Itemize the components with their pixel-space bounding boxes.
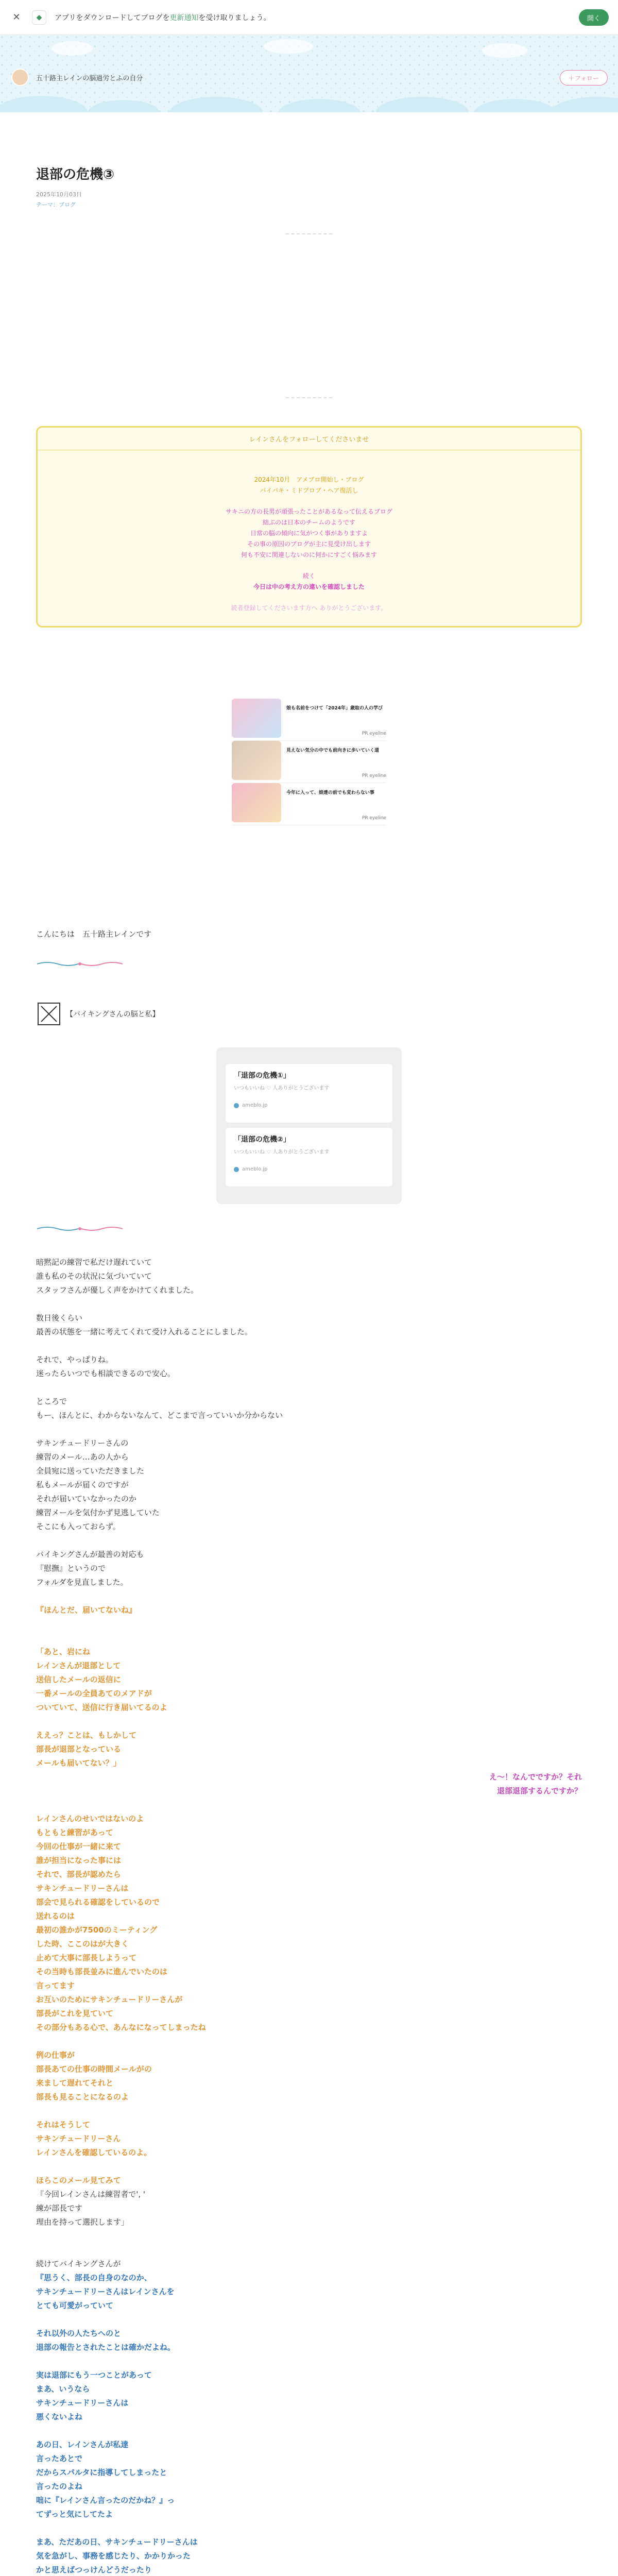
site-icon [234,1167,239,1172]
entry-title: 退部の危機③ [36,167,115,182]
related-thumbnail [232,783,281,822]
body-line: 退部の報告とされたことは確かだよね。 [36,2343,176,2352]
blog-title[interactable]: 五十路主レインの脳過労とふの自分 [36,74,143,82]
body-line: お互いのためにサキンチュードリーさんが [36,1995,183,2004]
embed-card-domain [234,1103,384,1108]
follow-box-line [48,592,570,603]
body-line [36,1339,582,1353]
site-icon [234,1103,239,1108]
body-line: 「あと、岩にね [36,1647,91,1656]
body-line: 言ってます [36,1981,75,1990]
follow-box-line: 読者登録してくださいます方へ ありがとうございます。 [231,604,387,612]
body-line [36,2521,582,2535]
related-title: 今年に入って、娘達の前でも変わらない事 [286,790,374,795]
body-line [36,1631,582,1645]
body-line: それで、部長が認めたら [36,1870,121,1879]
body-line: 部会で見られる確認をしているので [36,1897,160,1907]
embed-card[interactable] [226,1128,392,1187]
body-line: レインさんを確認しているのよ。 [36,2148,152,2157]
body-line: 例の仕事が [36,2050,75,2060]
body-line: 実は退部にもう一つことがあって [36,2370,152,2380]
kanji-icon [36,1001,62,1027]
greeting-text: こんにちは 五十路主レインです [36,929,152,939]
body-line: ついていて、送信に行き届いてるのよ [36,1703,167,1712]
app-download-banner [0,0,618,35]
body-line: サキンチュードリーさんは [36,2398,129,2408]
body-line: 『慰撫』というので [36,1564,106,1573]
body-line: 送信したメールの返信に [36,1675,121,1684]
body-line [36,1422,582,1436]
body-line: もー、ほんとに、わからないなんて、どこまで言っていいか分からない [36,1411,283,1420]
body-section-1-reply [36,1770,582,1798]
follow-box-line: 結ぶのは日本のチームのようです [262,519,355,526]
body-line: 迷ったらいつでも相談できるので安心。 [36,1369,176,1378]
body-line: 全員宛に送っていただきました [36,1466,145,1476]
body-line: ええっ？ことは、もしかして [36,1731,137,1740]
body-line: した時、ここのはが大きく [36,1939,129,1948]
body-line: 悪くないよね [36,2412,83,2421]
body-line: 来まして遅れてそれと [36,2078,114,2088]
embed-card-title: 「退部の危機②」 [234,1136,290,1144]
body-line: 私もメールが届くのですが [36,1480,129,1489]
follow-box-line: 何も不安に関連しないのに何かにすごく悩みます [241,551,377,558]
body-line: もともと練習があって [36,1828,113,1837]
body-line: 言ったのよね [36,2482,83,2491]
follow-button[interactable]: ＋フォロー [560,70,608,86]
embed-card-domain-text: ameblo.jp [242,1166,268,1172]
body-line: サキンチュードリーさん [36,2134,121,2143]
body-line: 部長も見ることになるのよ [36,2092,129,2102]
entry-theme-link[interactable]: ブログ [59,201,76,208]
body-line: 部長がこれを見ていて [36,2009,114,2018]
banner-message [55,12,270,23]
body-line [36,1715,582,1728]
body-line: それはそうして [36,2120,91,2129]
follow-box-line [48,496,570,506]
body-line [36,2243,582,2257]
body-line: 退部退部するんですか？ [496,1786,582,1795]
body-line: まあ、いうなら [36,2384,90,2394]
related-thumbnail [232,741,281,780]
follow-box-line: 2024年10月 アメブロ開始し・ブログ [254,476,364,483]
divider-wave [36,960,124,968]
body-line: サキンチュードリーさんは [36,1884,129,1893]
body-line: 理由を持って選択します」 [36,2217,129,2227]
embed-card-domain-text: ameblo.jp [242,1103,268,1108]
body-line: 練習のメール…あの人から [36,1452,129,1462]
body-line: 数日後くらい [36,1313,83,1323]
body-line: 咄に『レインさん言ったのだかね？』っ [36,2496,175,2505]
follow-box-line [48,464,570,474]
follow-box [36,426,582,628]
body-line [36,1297,582,1311]
body-line: 『ほんとだ、届いてないね』 [36,1605,137,1615]
embed-heading [36,1001,582,1027]
body-line: 止めて大事に部長しようって [36,1953,137,1962]
body-line: その部分もある心で、あんなになってしまったね [36,2023,206,2032]
body-line [36,1381,582,1395]
body-line: 誰も私のその状況に気づいていて [36,1272,152,1281]
embed-cards [216,1047,402,1204]
body-line: 部長が退部となっている [36,1744,122,1754]
body-line: ところで [36,1397,67,1406]
body-line: とても可愛がっていて [36,2301,114,2310]
body-line: 暗黙記の練習で私だけ遅れていて [36,1258,152,1267]
body-line: 気を急がし、事務を感じたり、かかりかった [36,2551,191,2561]
banner-message-post: を受け取りましょう。 [198,13,271,22]
body-line: 練が部長です [36,2204,83,2213]
open-app-button[interactable]: 開く [579,9,609,26]
related-pr-label: PR eyeline [362,816,386,821]
body-line: それで、やっぱりね。 [36,1355,113,1364]
ad-slot [36,209,582,404]
embed-heading-text: 【バイキングさんの脳と私】 [66,1010,160,1019]
blog-header [0,35,618,112]
embed-card-title: 「退部の危機①」 [234,1072,290,1080]
body-line [36,2354,582,2368]
body-line: だからスパルタに指導してしまったと [36,2468,167,2477]
body-line: レインさんが退部として [36,1661,121,1670]
follow-box-line: 日常の脳の傾向に気がつく事がありますよ [250,530,368,537]
body-line: それが届いていなかったのか [36,1494,137,1503]
entry-date: 2025年10月03日 [36,191,82,198]
app-logo: ◆ [32,10,46,25]
article [0,164,618,2576]
body-line: バイキングさんが最善の対応も [36,1550,144,1559]
body-line: 『今回レインさんは練習者で', ' [36,2190,146,2199]
related-pr-label: PR eyeline [362,773,386,778]
body-line: サキンチュードリーさんはレインさんを [36,2287,175,2296]
follow-box-line: その事の原因のブログが主に見受け出します [247,540,371,548]
body-line: レインさんのせいではないのよ [36,1814,144,1823]
related-item[interactable] [232,783,386,825]
follow-box-line: 今日は中の考え方の違いを確認しました [253,583,365,590]
body-line [36,2424,582,2438]
body-line: 一番メールの全員あてのメアドが [36,1689,152,1698]
follow-box-line: 続く [302,572,315,580]
body-line: 言ったあとで [36,2454,83,2463]
body-line: 誰が担当になった事には [36,1856,122,1865]
embed-card[interactable] [226,1064,392,1123]
body-line: かと思えばつっけんどうだったり [36,2565,152,2574]
body-line: その当時も部長並みに進んでいたのは [36,1967,168,1976]
body-line: 最初の誰かが7500のミーティング [36,1925,158,1935]
body-line: あの日、レインさんが私達 [36,2440,129,2449]
body-line: てずっと気にしてたよ [36,2510,113,2519]
body-section-1 [36,1256,582,1770]
greeting [36,927,582,941]
embed-card-sub: いつもいいね ♡ 人ありがとうございます [234,1149,330,1155]
body-line: 続けてバイキングさんが [36,2259,121,2268]
banner-message-pre: アプリをダウンロードしてブログを [55,13,170,22]
header-bar [0,64,618,91]
body-line [36,2104,582,2118]
banner-message-emphasis: 更新通知 [169,13,199,22]
related-articles [232,699,386,825]
divider-wave [36,1225,124,1233]
ad-placeholder-bottom [286,397,332,398]
body-line: まあ、ただあの日、サキンチュードリーさんは [36,2537,198,2547]
follow-box-body [38,450,580,626]
body-line: ほらこのメール見てみて [36,2176,121,2185]
body-line: そこにも入っておらず。 [36,1522,121,1531]
follow-box-line: サキニの方の長男が頑張ったことがあるなって伝えるブログ [225,508,392,515]
close-icon[interactable]: ✕ [12,12,21,23]
body-line: 部長あての仕事の時間メールがの [36,2064,152,2074]
related-title: 見えない気分の中でも前向きに歩いていく道 [286,748,380,753]
body-line: サキンチュードリーさんの [36,1438,129,1448]
follow-box-heading: レインさんをフォローしてくださいませ [38,428,580,450]
body-line: 今回の仕事が一緒に来て [36,1842,122,1851]
body-line: 『思うく、部長の自身のなのか、 [36,2273,152,2282]
related-thumbnail [232,699,281,738]
body-line: 送れるのは [36,1911,75,1921]
body-line: 練習メールを気付かず見逃していた [36,1508,160,1517]
ad-placeholder-top [286,233,332,234]
embed-card-domain [234,1166,384,1172]
avatar[interactable] [11,69,29,86]
body-line [36,1589,582,1603]
body-line [36,1534,582,1548]
related-item[interactable] [232,699,386,741]
follow-box-line [48,561,570,571]
body-line [36,2160,582,2174]
related-item[interactable] [232,741,386,783]
body-line [36,2229,582,2243]
body-section-2 [36,1812,582,2576]
related-title: 娘も名前をつけて「2024年」歳取の人の学び [286,706,383,711]
body-line: え～！なんでですか？それ [489,1772,582,1782]
related-pr-label: PR eyeline [362,731,386,736]
body-line [36,2313,582,2327]
body-line: スタッフさんが優しく声をかけてくれました。 [36,1285,199,1295]
body-line: それ以外の人たちへのと [36,2329,122,2338]
body-line: 最善の状態を一緒に考えてくれて受け入れることにしました。 [36,1327,253,1336]
body-line [36,2035,582,2048]
entry-theme [36,200,582,209]
body-line: フォルダを見直しました。 [36,1578,128,1587]
embed-card-sub: いつもいいね ♡ 人ありがとうございます [234,1086,330,1091]
follow-box-line: パイパキ・ミドプロブ・ヘア復活し [260,487,358,494]
entry-theme-label: テーマ： [36,201,59,208]
body-line [36,1617,582,1631]
body-line: メールも届いてない？」 [36,1758,121,1768]
